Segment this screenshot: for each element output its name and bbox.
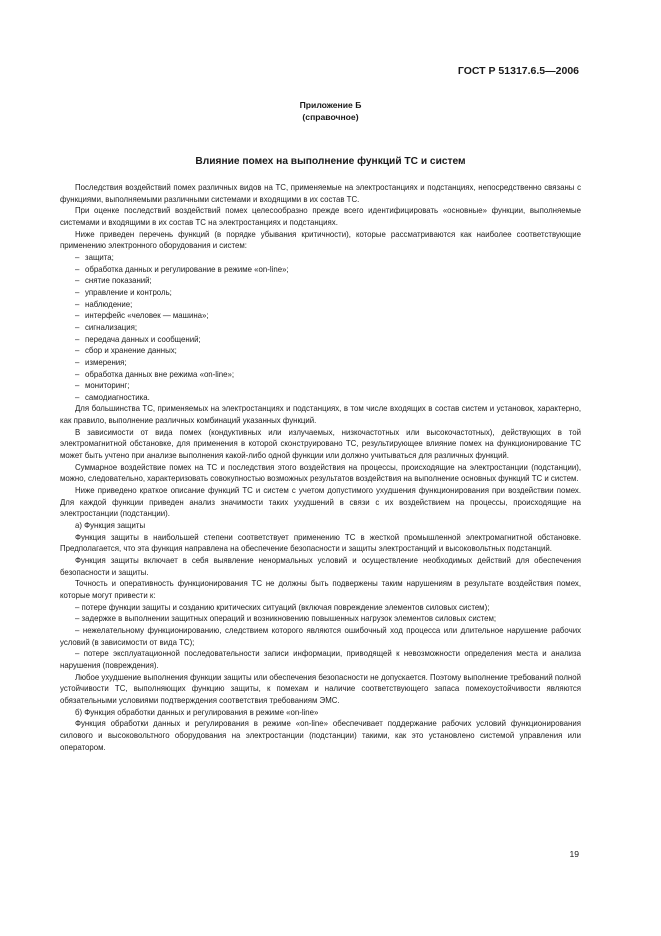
list-item: – наблюдение;	[75, 299, 133, 309]
list-item: – нежелательному функционированию, следствием которого являются ошибочный ход процесса или длительное нарушение рабочих условий (в зависимости от вида ТС);	[60, 625, 581, 647]
subsection-heading-b: б) Функция обработки данных и регулирования в режиме «on-line»	[75, 707, 319, 717]
appendix-note: (справочное)	[302, 112, 359, 122]
list-item: – снятие показаний;	[75, 276, 152, 286]
list-item: – защита;	[75, 252, 114, 262]
list-item: – обработка данных вне режима «on-line»;	[75, 369, 235, 379]
paragraph: Ниже приведен перечень функций (в порядке убывания критичности), которые рассматриваются как наиболее соответствующие применению электронного оборудования и систем:	[60, 229, 581, 251]
list-item: – измерения;	[75, 357, 127, 367]
document-code: ГОСТ Р 51317.6.5—2006	[457, 65, 579, 77]
paragraph: Точность и оперативность функционирования ТС не должны быть подвержены таким нарушениям в результате воздействия помех, которые могут привести к:	[60, 579, 581, 600]
list-item: – потере функции защиты и созданию критических ситуаций (включая повреждение элементов силовых систем);	[75, 602, 490, 612]
functions-list	[60, 252, 581, 404]
list-item: – сигнализация;	[75, 322, 138, 332]
paragraph: Для большинства ТС, применяемых на электростанциях и подстанциях, в том числе входящих в состав систем и установок, характерно, как правило, выполнение различных комбинаций указанных функций.	[60, 404, 581, 426]
document-body	[60, 182, 581, 753]
page-number: 19	[569, 849, 579, 859]
paragraph: Любое ухудшение выполнения функции защиты или обеспечения безопасности не допускается. Поэтому выполнение требований полной устойчивости ТС, выполняющих функцию защиты, к помехам и наличие соответствующего запаса помехоустойчивости являются обязательными условиями подтверждения соответствия требованиям ЭМС.	[60, 672, 581, 705]
list-item: – передача данных и сообщений;	[75, 334, 201, 344]
paragraph: Функция обработки данных и регулирования в режиме «on-line» обеспечивает поддержание рабочих условий функционирования силового и высоковольтного оборудования на электростанции (подстанции) такими, как это установлено системой управления или оператором.	[60, 719, 581, 752]
paragraph: Суммарное воздействие помех на ТС и последствия этого воздействия на процессы, происходящие на электростанции (подстанции), можно, следовательно, характеризовать совокупностью возможных результатов воздействия на выполнение основных функций ТС и систем.	[60, 462, 581, 484]
paragraph: В зависимости от вида помех (кондуктивных или излучаемых, низкочастотных или высокочастотных), действующих в той электромагнитной обстановке, для применения в которой сконструировано ТС, результирующее влияние помех на функционирование ТС может быть учтено при анализе выполнения какой-либо одной функции или должно учитываться для различных функций.	[60, 427, 581, 461]
subsection-heading-a: а) Функция защиты	[75, 521, 146, 531]
appendix-heading	[0, 99, 661, 123]
list-item: – задержке в выполнении защитных операций и возникновению повышенных нагрузок элементов силовых систем;	[75, 614, 497, 624]
list-item: – обработка данных и регулирование в режиме «on-line»;	[75, 264, 289, 274]
list-item: – самодиагностика.	[75, 392, 150, 402]
paragraph: Последствия воздействий помех различных видов на ТС, применяемые на электростанциях и подстанциях, непосредственно связаны с функциями, выполняемыми различными системами и входящими в их состав ТС.	[60, 183, 581, 204]
section-title: Влияние помех на выполнение функций ТС и систем	[195, 156, 466, 167]
paragraph: Функция защиты в наибольшей степени соответствует применению ТС в жесткой промышленной электромагнитной обстановке. Предполагается, что эта функция направлена на обеспечение безопасности и защиты электростанций и высоковольтных подстанций.	[60, 532, 581, 554]
list-item: – управление и контроль;	[75, 287, 172, 297]
paragraph: При оценке последствий воздействий помех целесообразно прежде всего идентифицировать «основные» функции, выполняемые системами и входящими в их состав ТС на электростанциях и подстанциях.	[60, 206, 581, 227]
list-item: – сбор и хранение данных;	[75, 346, 177, 356]
paragraph: Ниже приведено краткое описание функций ТС и систем с учетом допустимого ухудшения функционирования при воздействии помех. Для каждой функции приведен анализ значимости таких ухудшений в связи с их воздействием на процессы, происходящие на электростанции (подстанции).	[60, 486, 581, 519]
list-item: – потере эксплуатационной последовательности записи информации, приводящей к невозможности определения места и анализа нарушения (повреждения).	[60, 649, 581, 670]
list-item: – интерфейс «человек — машина»;	[75, 311, 209, 321]
paragraph: Функция защиты включает в себя выявление ненормальных условий и осуществление необходимых действий для обеспечения безопасности и защиты.	[60, 556, 581, 577]
appendix-label: Приложение Б	[299, 100, 362, 110]
list-item: – мониторинг;	[75, 381, 130, 391]
